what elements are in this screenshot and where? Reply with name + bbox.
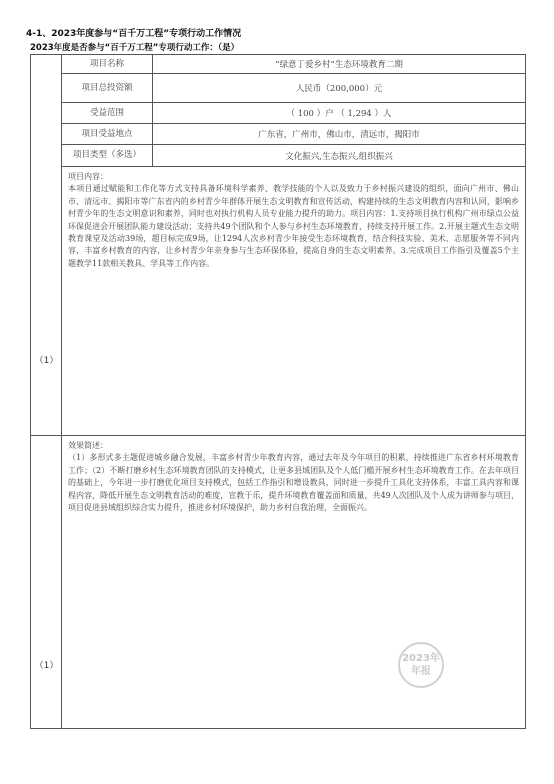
- beneficiaries-label: 受益范围: [62, 103, 153, 123]
- project-name-label: 项目名称: [62, 55, 153, 73]
- content-block: [62, 167, 525, 435]
- effect-block: [62, 436, 525, 728]
- effect-title: 效果简述：: [68, 441, 108, 450]
- row-beneficiaries: [62, 103, 525, 124]
- stamp-label: 年报: [411, 666, 431, 677]
- investment-value: 人民币（200,000）元: [295, 84, 383, 94]
- project-name-value: “绿意丁爱乡村”生态环境教育二期: [275, 60, 403, 70]
- row-investment: [62, 74, 525, 103]
- participation-status-heading: 2023年度是否参与“百千万工程”专项行动工作：（是）: [30, 43, 240, 53]
- section-heading: 4-1、2023年度参与“百千万工程”专项行动工作情况: [26, 29, 242, 39]
- project-table: [30, 54, 526, 729]
- row-project-name: [62, 55, 525, 74]
- entry-index-column: [31, 55, 62, 728]
- entry-index-effect: （1）: [34, 661, 59, 671]
- index-divider: [31, 435, 62, 436]
- content-title: 项目内容：: [68, 172, 108, 181]
- investment-label: 项目总投资额: [62, 74, 153, 102]
- entry-index: （1）: [34, 356, 59, 366]
- row-location: [62, 124, 525, 145]
- beneficiaries-value: （ 100 ）户 （ 1,294 ）人: [286, 109, 392, 119]
- row-category: [62, 145, 525, 167]
- location-value: 广东省，广州市，佛山市，清远市，揭阳市: [258, 130, 420, 140]
- category-label: 项目类型（多选）: [62, 145, 153, 166]
- category-value: 文化振兴,生态振兴,组织振兴: [285, 151, 393, 162]
- content-text: 本项目通过赋能和工作化等方式支持具备环境科学素养、教学技能的个人以及致力于乡村振兴建设的组织，面向广州市、佛山市、清远市、揭阳市等广东省内的乡村青少年群体开展生态文明教育和宣传活动，构建持续的生态文明教育内容和认同，影响乡村青少年的生态文明意识和素养，同时也对执行机构人员专业能力提升的助力。项目内容：1.支持项目执行机构广州市绿点公益环保促进会开展团队能力建设活动；支持共49个团队和个人参与乡村生态环境教育，持续支持开展工作。2.开展主题式生态文明教育课堂及活动39场，超目标完成9场，让1294人次乡村青少年接受生态环境教育，结合科技实验、美术、志愿服务等不同内容，丰富乡村教育的内容，让乡村青少年亲身参与生态环保体验，提高自身的生态文明素养。3.完成项目工作指引及覆盖5个主题教学11款相关教具、学具等工作内容。: [68, 184, 519, 268]
- annual-report-stamp: [398, 642, 444, 688]
- effect-text: （1）多形式多主题促进城乡融合发展，丰富乡村青少年教育内容，通过去年及今年项目的积累，持续推进广东省乡村环境教育工作；（2）不断打磨乡村生态环境教育团队的支持模式，让更多县域团队及个人低门槛开展乡村生态环境教育工作。在去年项目的基础上，今年进一步打磨优化项目支持模式，包括工作指引和增设教具，同时进一步提升工具化支持体系，丰富工具内容和课程内容，降低开展生态文明教育活动的难度，宣教于乐，提升环境教育覆盖面和质量，共49人次团队及个人成为讲师参与项目，项目促进县域组织综合实力提升，推进乡村环境保护，助力乡村自我治理，全面振兴。: [68, 453, 519, 513]
- stamp-year: 2023年: [402, 653, 440, 664]
- location-label: 项目受益地点: [62, 124, 153, 144]
